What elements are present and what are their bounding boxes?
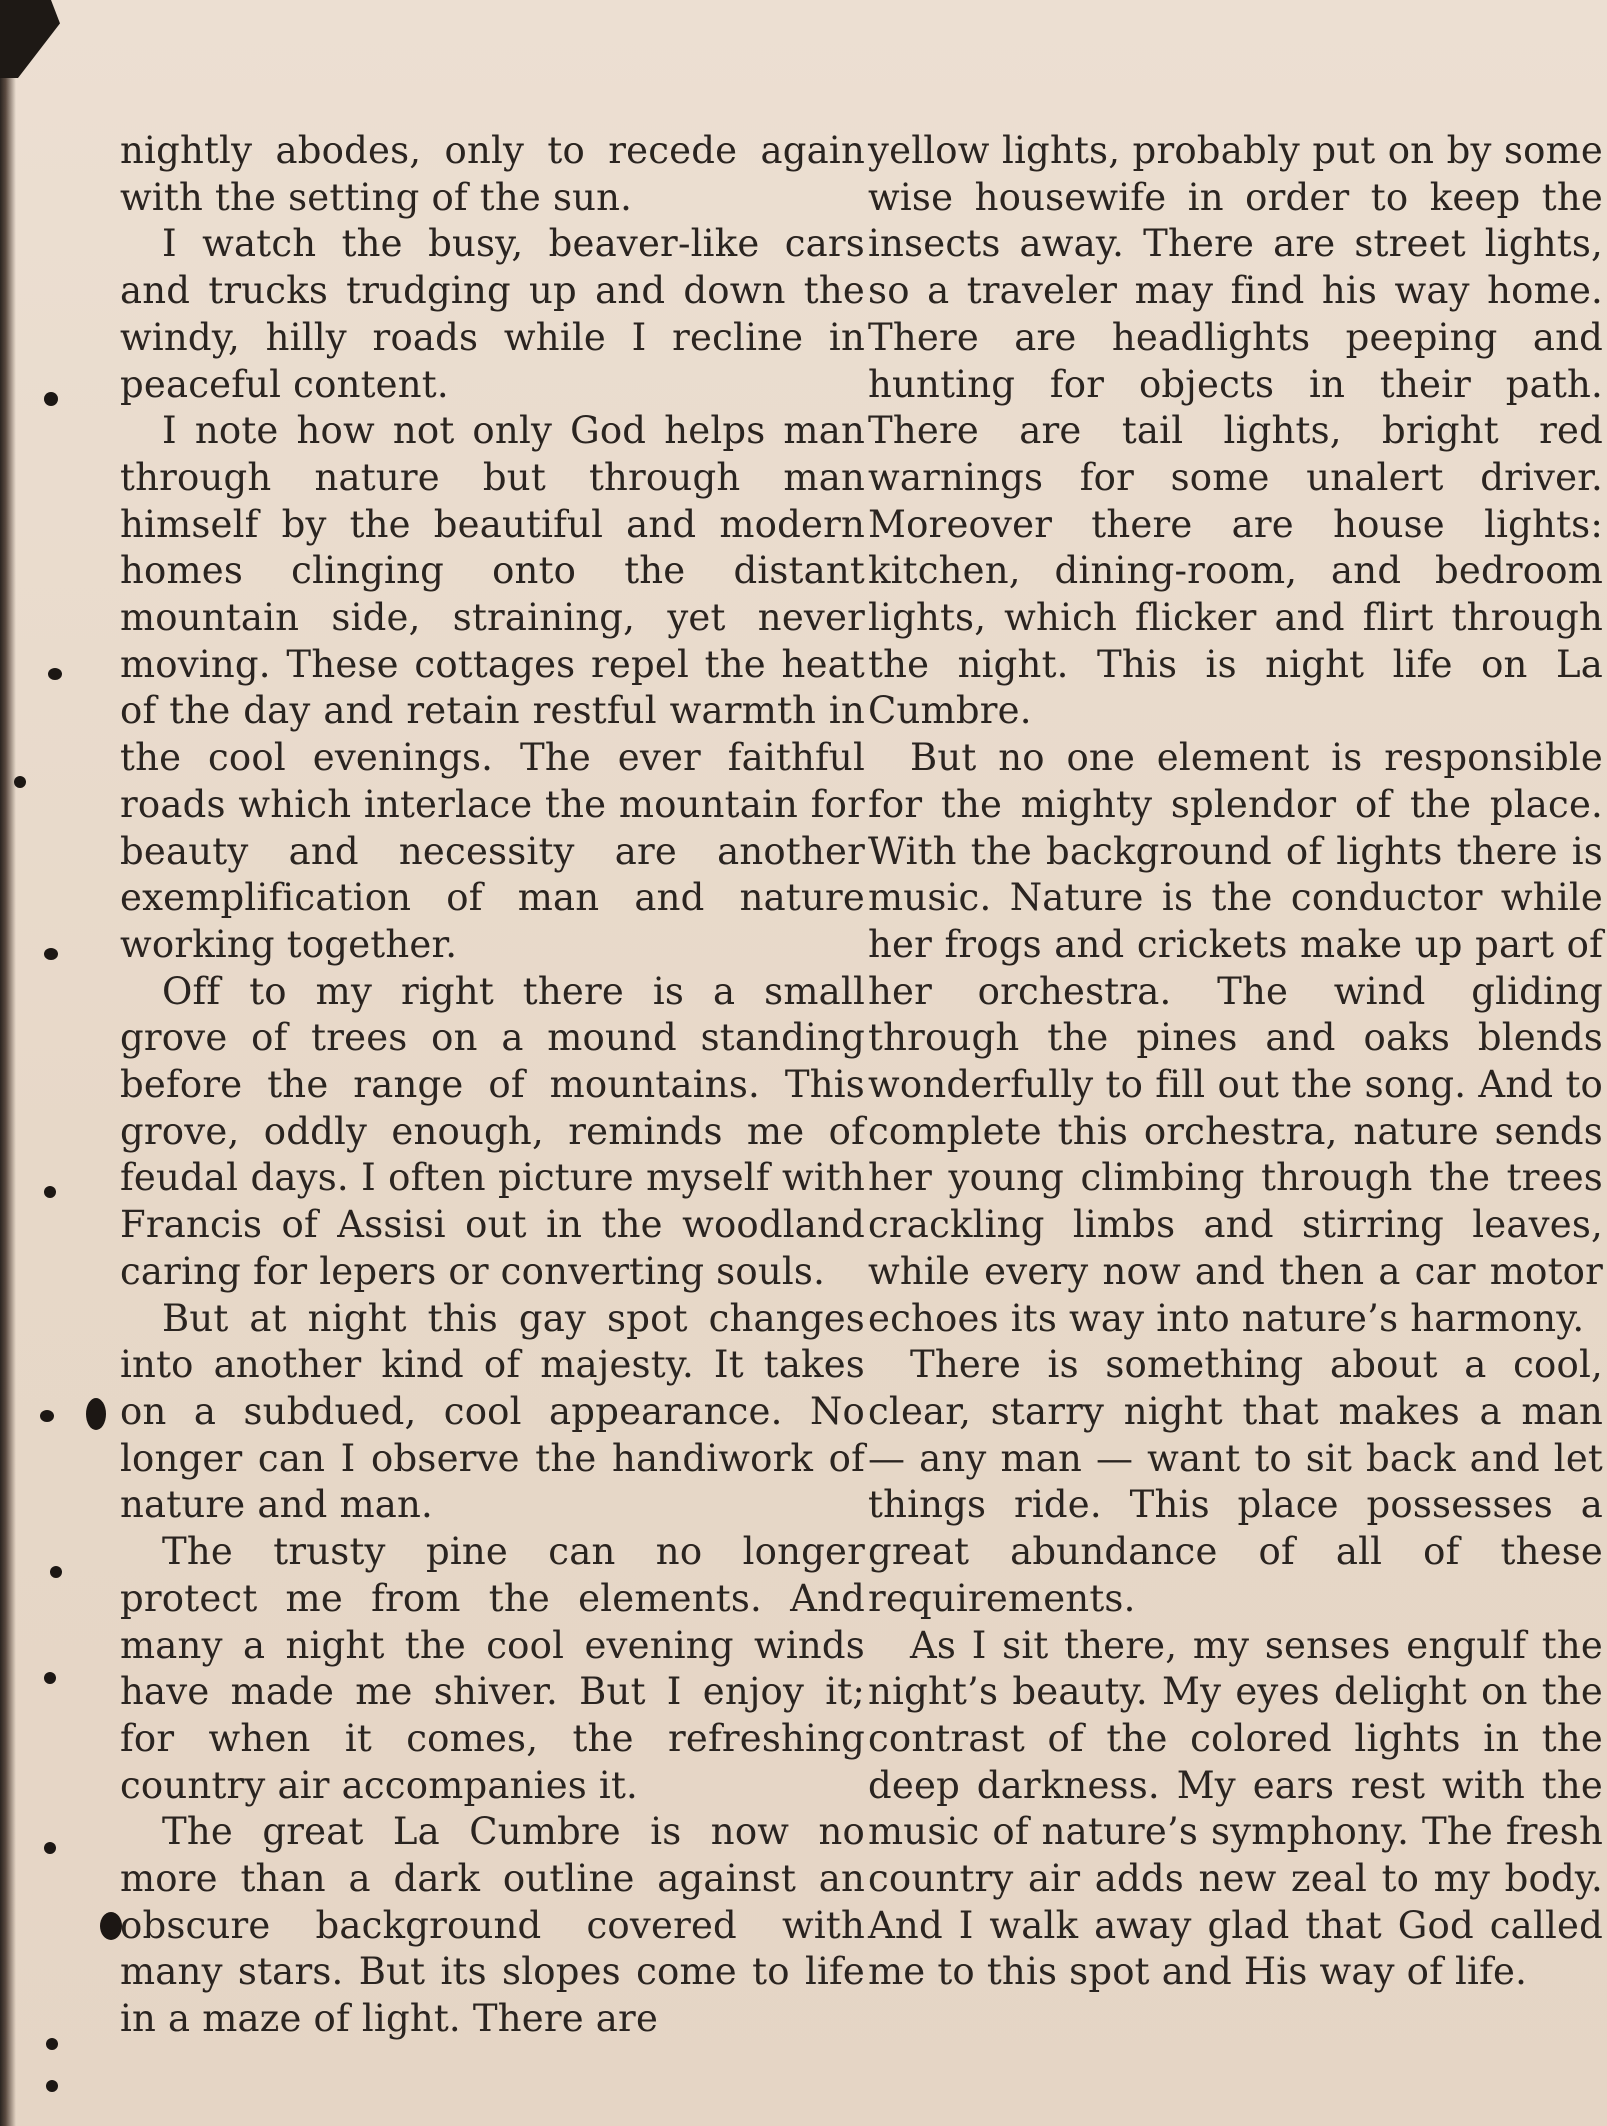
binding-hole xyxy=(48,668,62,680)
paragraph: I note how not only God helps man through nature but through man himself by the beautiful and modern homes clinging onto the distant mountain side, straining, yet never moving. These cottages repel the heat of the day and retain restful warmth in the cool evenings. The ever faithful roads which interlace the mountain for beauty and necessity are another exemplification of man and nature working together. xyxy=(120,409,865,966)
paragraph: There is something about a cool, clear, starry night that makes a man — any man — want to sit back and let things ride. This place possesses a great abundance of all of these requirements. xyxy=(868,1343,1603,1620)
binding-hole xyxy=(100,1912,122,1940)
paragraph: But at night this gay spot changes into another kind of majesty. It takes on a subdued, cool appearance. No longer can I observe the handiwork of nature and man. xyxy=(120,1296,865,1527)
binding-hole xyxy=(14,776,26,788)
binding-hole xyxy=(44,1672,56,1684)
binding-hole xyxy=(50,1566,62,1578)
binding-hole xyxy=(44,948,58,960)
paragraph: nightly abodes, only to recede again with the setting of the sun. xyxy=(120,129,865,219)
binding-hole xyxy=(44,392,58,406)
binding-hole xyxy=(46,2080,58,2092)
binding-hole xyxy=(40,1410,54,1422)
paragraph: yellow lights, probably put on by some wise housewife in order to keep the insects away. There are street lights, so a traveler may find his way home. There are headlights peeping and hunting for objects in their path. There are tail lights, bright red warnings for some unalert driver. Moreover there are house lights: kitchen, dining-room, and bedroom lights, which flicker and flirt through the night. This is night life on La Cumbre. xyxy=(868,129,1603,733)
torn-corner xyxy=(0,0,60,78)
binding-hole xyxy=(86,1398,106,1430)
paragraph: I watch the busy, beaver-like cars and trucks trudging up and down the windy, hilly roads while I recline in peaceful content. xyxy=(120,222,865,406)
paragraph: The trusty pine can no longer protect me from the elements. And many a night the cool evening winds have made me shiver. But I enjoy it; for when it comes, the refreshing country air accompanies it. xyxy=(120,1530,865,1807)
left-column xyxy=(120,128,865,2043)
paragraph: But no one element is responsible for the mighty splendor of the place. With the background of lights there is music. Nature is the conductor while her frogs and crickets make up part of her orchestra. The wind gliding through the pines and oaks blends wonderfully to fill out the song. And to complete this orchestra, nature sends her young climbing through the trees crackling limbs and stirring leaves, while every now and then a car motor echoes its way into nature’s harmony. xyxy=(868,736,1603,1340)
paragraph: Off to my right there is a small grove of trees on a mound standing before the range of mountains. This grove, oddly enough, reminds me of feudal days. I often picture myself with Francis of Assisi out in the woodland caring for lepers or converting souls. xyxy=(120,969,865,1293)
binding-hole xyxy=(44,1186,56,1198)
binding-edge xyxy=(0,0,16,2126)
paragraph: The great La Cumbre is now no more than a dark outline against an obscure background covered with many stars. But its slopes come to life in a maze of light. There are xyxy=(120,1810,865,2041)
binding-hole xyxy=(46,2038,58,2050)
right-column xyxy=(868,128,1603,1996)
paragraph: As I sit there, my senses engulf the night’s beauty. My eyes delight on the contrast of the colored lights in the deep darkness. My ears rest with the music of nature’s symphony. The fresh country air adds new zeal to my body. And I walk away glad that God called me to this spot and His way of life. xyxy=(868,1623,1603,1994)
binding-hole xyxy=(44,1842,56,1854)
